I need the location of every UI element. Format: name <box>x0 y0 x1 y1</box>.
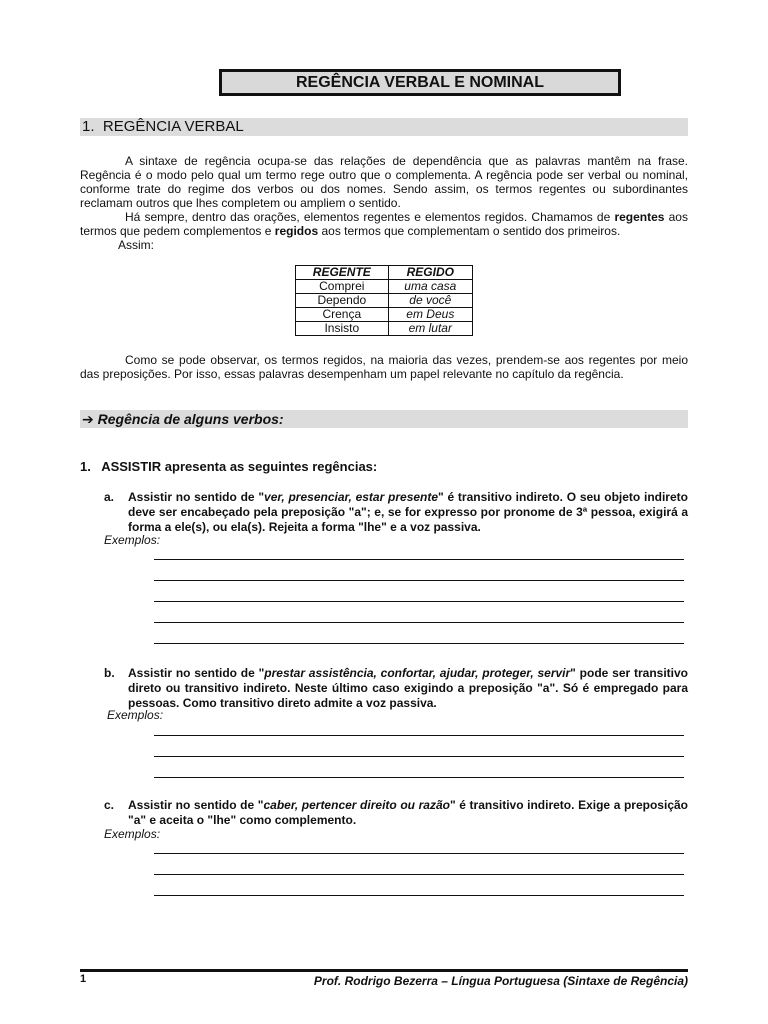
table-row <box>296 322 473 336</box>
sub-c-part-1: Assistir no sentido de " <box>128 798 264 812</box>
intro-paragraph-2 <box>80 210 688 238</box>
example-blank-line[interactable] <box>154 559 684 560</box>
example-blank-line[interactable] <box>154 777 684 778</box>
intro-p2-regidos: regidos <box>274 224 319 238</box>
sub-a-letter: a. <box>104 490 115 504</box>
example-blank-line[interactable] <box>154 643 684 644</box>
footer-credit: Prof. Rodrigo Bezerra – Língua Portuguesa (Sintaxe de Regência) <box>313 974 688 988</box>
subsection-heading <box>82 410 284 428</box>
section-number: 1. <box>82 118 95 135</box>
item-1-number: 1. <box>80 459 91 474</box>
table-cell-regente: Insisto <box>296 322 389 336</box>
sub-a-part-3: " é transitivo indireto. O seu objeto indireto deve ser encabeçado pela preposição "a"; e, se for expresso por pronome de 3ª pessoa, exigirá a forma a ele(s), ou ela(s). Rejeita a forma "lhe" e a voz passiva. <box>128 490 688 534</box>
intro-block <box>80 154 688 252</box>
table-cell-regente: Crença <box>296 308 389 322</box>
section-heading <box>82 117 244 137</box>
intro-p2-part-c: aos termos que pedem complementos e <box>80 210 688 238</box>
after-table-block <box>80 353 688 381</box>
item-1-heading <box>80 459 377 475</box>
intro-paragraph-1: A sintaxe de regência ocupa-se das relações de dependência que as palavras mantêm na frase. Regência é o modo pelo qual um termo rege outro que o complementa. A regência pode ser verbal ou nominal, conforme trate do regime dos verbos ou dos nomes. Sendo assim, os termos regentes ou subordinantes reclamam outros que lhes completem ou ampliem o sentido. <box>80 154 688 210</box>
intro-p2-part-e: aos termos que complementam o sentido dos primeiros. <box>321 224 621 238</box>
sub-a-part-1: Assistir no sentido de " <box>128 490 265 504</box>
arrow-right-icon: ➔ <box>82 411 94 427</box>
item-1-verb: ASSISTIR <box>101 459 162 474</box>
example-blank-line[interactable] <box>154 895 684 896</box>
sub-c-text <box>128 798 688 828</box>
example-blank-line[interactable] <box>154 580 684 581</box>
table-header-regente: REGENTE <box>296 266 389 280</box>
sub-c-italic: caber, pertencer direito ou razão <box>263 798 450 812</box>
sub-b-letter: b. <box>104 666 115 680</box>
table-cell-regente: Dependo <box>296 294 389 308</box>
regencia-table <box>295 265 473 336</box>
table-cell-regido: de você <box>388 294 472 308</box>
after-table-paragraph: Como se pode observar, os termos regidos, na maioria das vezes, prendem-se aos regentes por meio das preposições. Por isso, essas palavras desempenham um papel relevante no capítulo da regência. <box>80 353 688 381</box>
example-blank-line[interactable] <box>154 874 684 875</box>
table-row <box>296 308 473 322</box>
sub-c-letter: c. <box>104 798 115 812</box>
sub-b-italic: prestar assistência, confortar, ajudar, proteger, servir <box>264 666 571 680</box>
examples-label-a: Exemplos: <box>104 533 161 547</box>
examples-label-b: Exemplos: <box>107 708 164 722</box>
sub-b-part-3: " pode ser transitivo direto ou transitivo indireto. Neste último caso exigindo a preposição "a". Só é empregado para pessoas. Como transitivo direto admite a voz passiva. <box>128 666 688 710</box>
examples-label-c: Exemplos: <box>104 827 161 841</box>
sub-c-part-3: " é transitivo indireto. Exige a preposição "a" e aceita o "lhe" como complemento. <box>128 798 688 827</box>
table-header-regido: REGIDO <box>388 266 472 280</box>
example-blank-line[interactable] <box>154 756 684 757</box>
sub-a-text <box>128 490 688 535</box>
example-blank-line[interactable] <box>154 601 684 602</box>
table-row <box>296 294 473 308</box>
example-blank-line[interactable] <box>154 853 684 854</box>
example-blank-line[interactable] <box>154 622 684 623</box>
table-cell-regente: Comprei <box>296 280 389 294</box>
document-title: REGÊNCIA VERBAL E NOMINAL <box>219 69 621 96</box>
sub-b-part-1: Assistir no sentido de " <box>128 666 265 680</box>
table-cell-regido: uma casa <box>388 280 472 294</box>
example-blank-line[interactable] <box>154 735 684 736</box>
table-cell-regido: em lutar <box>388 322 472 336</box>
sub-a-italic: ver, presenciar, estar presente <box>264 490 439 504</box>
intro-paragraph-3: Assim: <box>118 238 154 252</box>
table-header-row <box>296 266 473 280</box>
table-cell-regido: em Deus <box>388 308 472 322</box>
table-row <box>296 280 473 294</box>
footer-rule <box>80 969 688 972</box>
subsection-title: Regência de alguns verbos: <box>97 411 284 427</box>
intro-p2-part-a: Há sempre, dentro das orações, elementos regentes e elementos regidos. Chamamos de <box>125 210 611 224</box>
page-number: 1 <box>80 973 87 985</box>
intro-p2-regentes: regentes <box>614 210 665 224</box>
section-title: REGÊNCIA VERBAL <box>102 118 244 135</box>
sub-b-text <box>128 666 688 711</box>
item-1-rest: apresenta as seguintes regências: <box>164 459 378 474</box>
